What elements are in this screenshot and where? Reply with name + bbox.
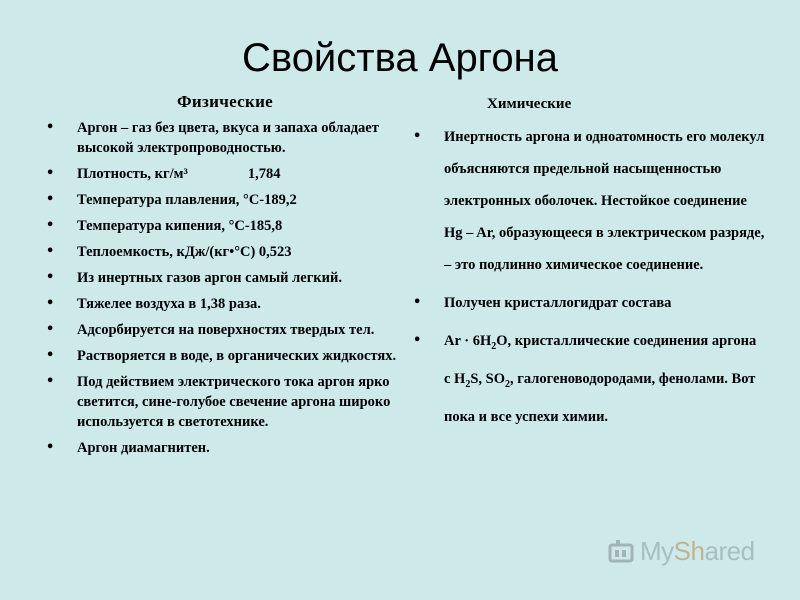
list-item: • Температура плавления, °С-189,2 — [46, 192, 297, 208]
chemical-list — [410, 121, 765, 433]
bullet-icon: • — [46, 348, 55, 363]
list-item: • Аргон диамагнитен. — [46, 440, 210, 456]
logo-text: MyShared — [640, 536, 755, 566]
watermark-logo — [606, 536, 755, 567]
list-item: • Теплоемкость, кДж/(кг•°С) 0,523 — [46, 244, 292, 260]
list-item — [410, 325, 765, 433]
list-item: • Растворяется в воде, в органических жидкостях. — [46, 348, 397, 364]
bullet-icon: • — [46, 244, 55, 259]
bullet-icon: • — [46, 218, 55, 233]
list-item: • Адсорбируется на поверхностях твердых тел. — [46, 322, 375, 338]
slide-title: Свойства Аргона — [242, 36, 558, 80]
density-value: 1,784 — [247, 166, 281, 182]
list-item: • Плотность, кг/м³ 1,784 — [46, 166, 281, 182]
physical-properties-column — [40, 92, 410, 464]
bullet-icon: • — [46, 120, 55, 135]
chemical-properties-column — [410, 96, 765, 439]
bullet-icon: • — [413, 295, 422, 310]
bullet-icon: • — [46, 192, 55, 207]
bullet-icon: • — [46, 270, 55, 285]
list-item: • Под действием электрического тока аргон ярко светится, сине-голубое свечение аргона широко используется в светотехнике. — [46, 374, 391, 430]
logo-icon — [606, 537, 636, 567]
bullet-icon: • — [413, 333, 422, 348]
bullet-icon: • — [46, 374, 55, 389]
list-item: • Получен кристаллогидрат состава — [410, 287, 765, 319]
list-item: • Из инертных газов аргон самый легкий. — [46, 270, 342, 286]
bullet-icon: • — [46, 440, 55, 455]
list-item: • Температура кипения, °С-185,8 — [46, 218, 283, 234]
list-item: • Аргон – газ без цвета, вкуса и запаха обладает высокой электропроводностью. — [46, 120, 379, 156]
list-item: • Тяжелее воздуха в 1,38 раза. — [46, 296, 261, 312]
chemical-heading: Химические — [487, 96, 572, 112]
bullet-icon: • — [413, 129, 422, 144]
bullet-icon: • — [46, 296, 55, 311]
physical-list — [40, 118, 410, 458]
bullet-icon: • — [46, 166, 55, 181]
list-item: • Инертность аргона и одноатомность его молекул объясняются предельной насыщенностью электронных оболочек. Нестойкое соединение Hg – Ar, образующееся в электрическом разряде, – это подлинно химическое соединение. — [410, 121, 765, 281]
physical-heading: Физические — [176, 92, 274, 111]
bullet-icon: • — [46, 322, 55, 337]
hydrate-text: $Ar \cdot 6H_2O$, кристаллические соединения аргона с $H_2S$, $SO_2$, галогеноводородами, фенолами. Вот пока и все успехи химии. — [444, 333, 757, 425]
